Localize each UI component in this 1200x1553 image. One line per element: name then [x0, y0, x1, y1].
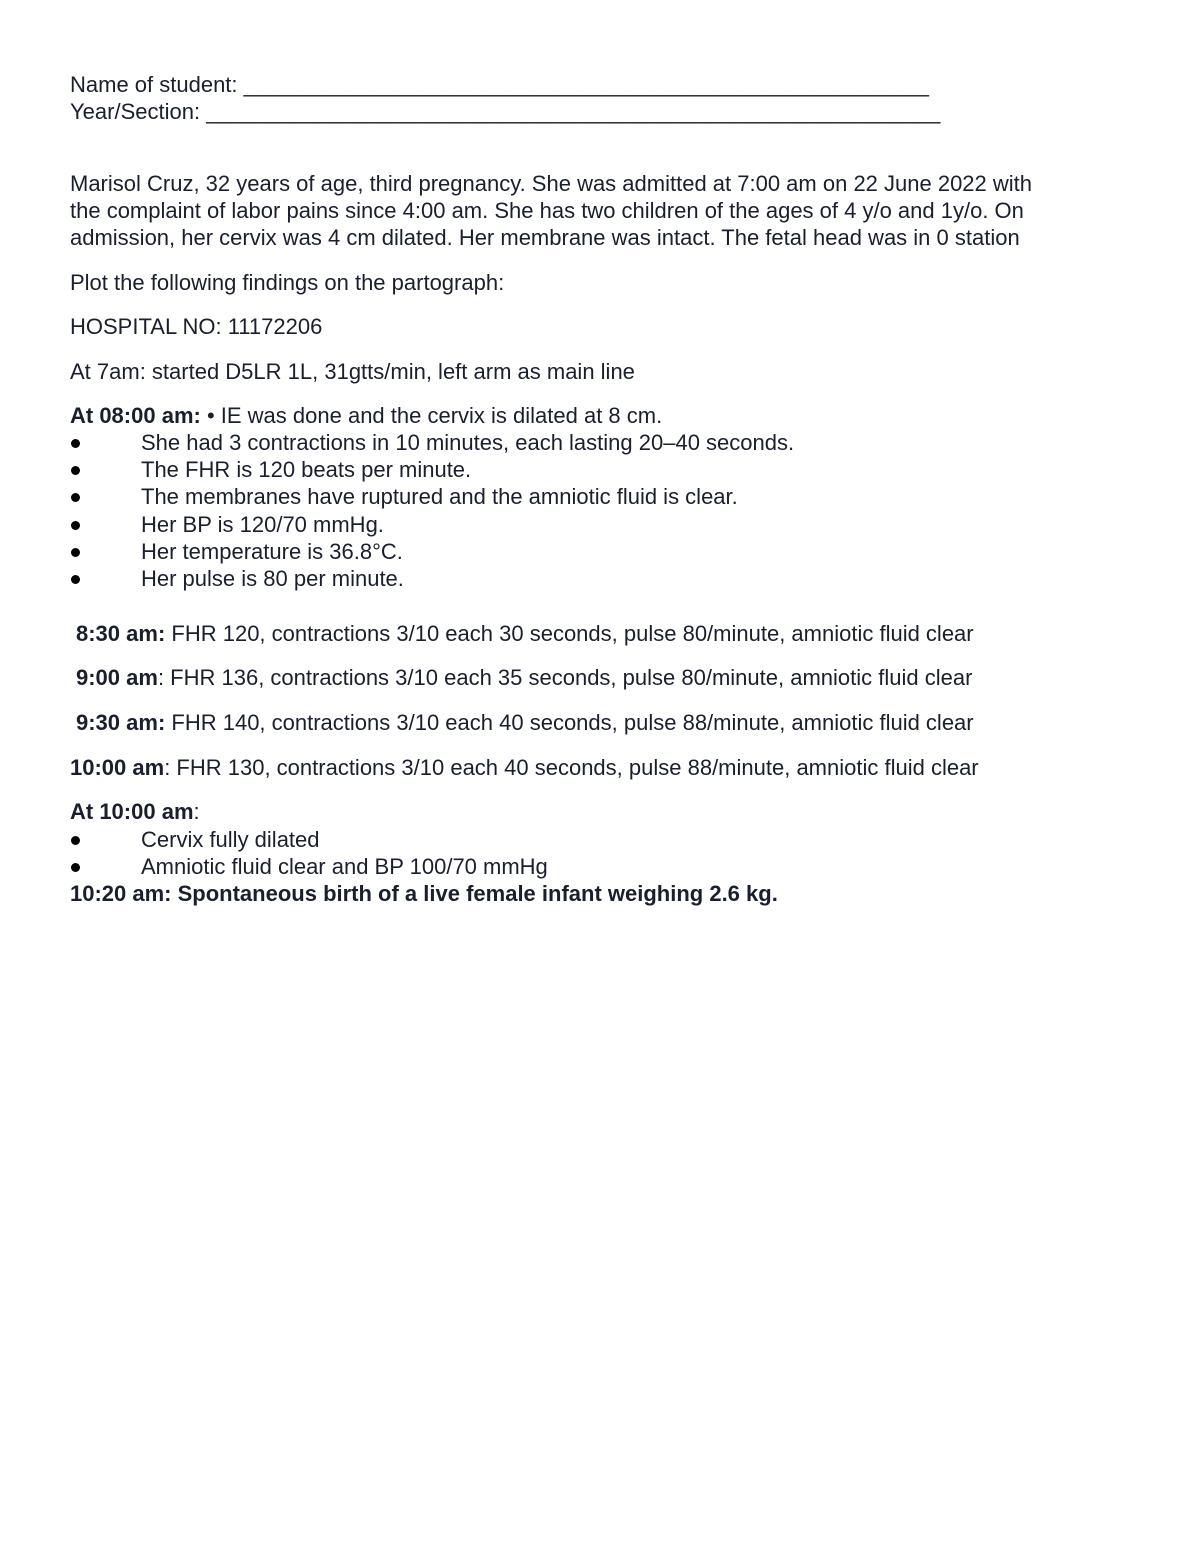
- iv-line-note: At 7am: started D5LR 1L, 31gtts/min, left arm as main line: [70, 359, 635, 384]
- case-line-2: the complaint of labor pains since 4:00 am. She has two children of the ages of 4 y/o and 1y/o. On: [70, 198, 1024, 223]
- reading-time: 9:30 am:: [76, 710, 166, 735]
- at-1000-colon: :: [193, 799, 200, 824]
- reading-time: 8:30 am:: [76, 621, 166, 646]
- list-item: The membranes have ruptured and the amniotic fluid is clear.: [141, 484, 738, 509]
- reading-text: : FHR 136, contractions 3/10 each 35 seconds, pulse 80/minute, amniotic fluid clear: [157, 665, 973, 690]
- bullet-icon: [71, 521, 80, 530]
- reading-text: FHR 140, contractions 3/10 each 40 seconds, pulse 88/minute, amniotic fluid clear: [165, 710, 974, 735]
- year-section-line: [70, 98, 940, 125]
- bullet-icon: [71, 548, 80, 557]
- list-item: Amniotic fluid clear and BP 100/70 mmHg: [141, 854, 548, 879]
- reading-0900: [76, 664, 972, 691]
- year-section-blank: ____________________________________________________________: [206, 99, 941, 124]
- at-1000-heading: [70, 798, 200, 825]
- reading-text: : FHR 130, contractions 3/10 each 40 seconds, pulse 88/minute, amniotic fluid clear: [164, 755, 979, 780]
- list-item: Her pulse is 80 per minute.: [141, 566, 404, 591]
- bullet-icon: [71, 575, 80, 584]
- birth-note-text: 10:20 am: Spontaneous birth of a live female infant weighing 2.6 kg.: [70, 881, 778, 906]
- bullet-icon: [71, 466, 80, 475]
- student-name-blank: ________________________________________________________: [243, 72, 929, 97]
- list-item: Cervix fully dilated: [141, 827, 320, 852]
- instruction: Plot the following findings on the partograph:: [70, 270, 505, 295]
- bullet-icon: [71, 836, 80, 845]
- birth-note: [70, 880, 778, 907]
- reading-text: FHR 120, contractions 3/10 each 30 seconds, pulse 80/minute, amniotic fluid clear: [165, 621, 974, 646]
- reading-1000: [70, 754, 979, 781]
- bullet-icon: [71, 439, 80, 448]
- case-line-3: admission, her cervix was 4 cm dilated. Her membrane was intact. The fetal head was in 0 station: [70, 225, 1020, 250]
- reading-time: 9:00 am: [76, 665, 158, 690]
- list-item: Her BP is 120/70 mmHg.: [141, 512, 384, 537]
- hospital-number: HOSPITAL NO: 11172206: [70, 314, 323, 339]
- year-section-label: Year/Section:: [70, 99, 201, 124]
- reading-0830: [76, 620, 974, 647]
- at-0800-first-finding: • IE was done and the cervix is dilated at 8 cm.: [200, 403, 663, 428]
- list-item: She had 3 contractions in 10 minutes, each lasting 20–40 seconds.: [141, 430, 795, 455]
- reading-0930: [76, 709, 974, 736]
- at-1000-label: At 10:00 am: [70, 799, 194, 824]
- bullet-icon: [71, 863, 80, 872]
- student-name-line: [70, 71, 929, 98]
- case-line-1: Marisol Cruz, 32 years of age, third pregnancy. She was admitted at 7:00 am on 22 June 2022 with: [70, 171, 1033, 196]
- list-item: Her temperature is 36.8°C.: [141, 539, 403, 564]
- list-item: The FHR is 120 beats per minute.: [141, 457, 472, 482]
- student-name-label: Name of student:: [70, 72, 238, 97]
- reading-time: 10:00 am: [70, 755, 165, 780]
- at-0800-label: At 08:00 am:: [70, 403, 201, 428]
- bullet-icon: [71, 493, 80, 502]
- at-0800-heading: [70, 402, 662, 429]
